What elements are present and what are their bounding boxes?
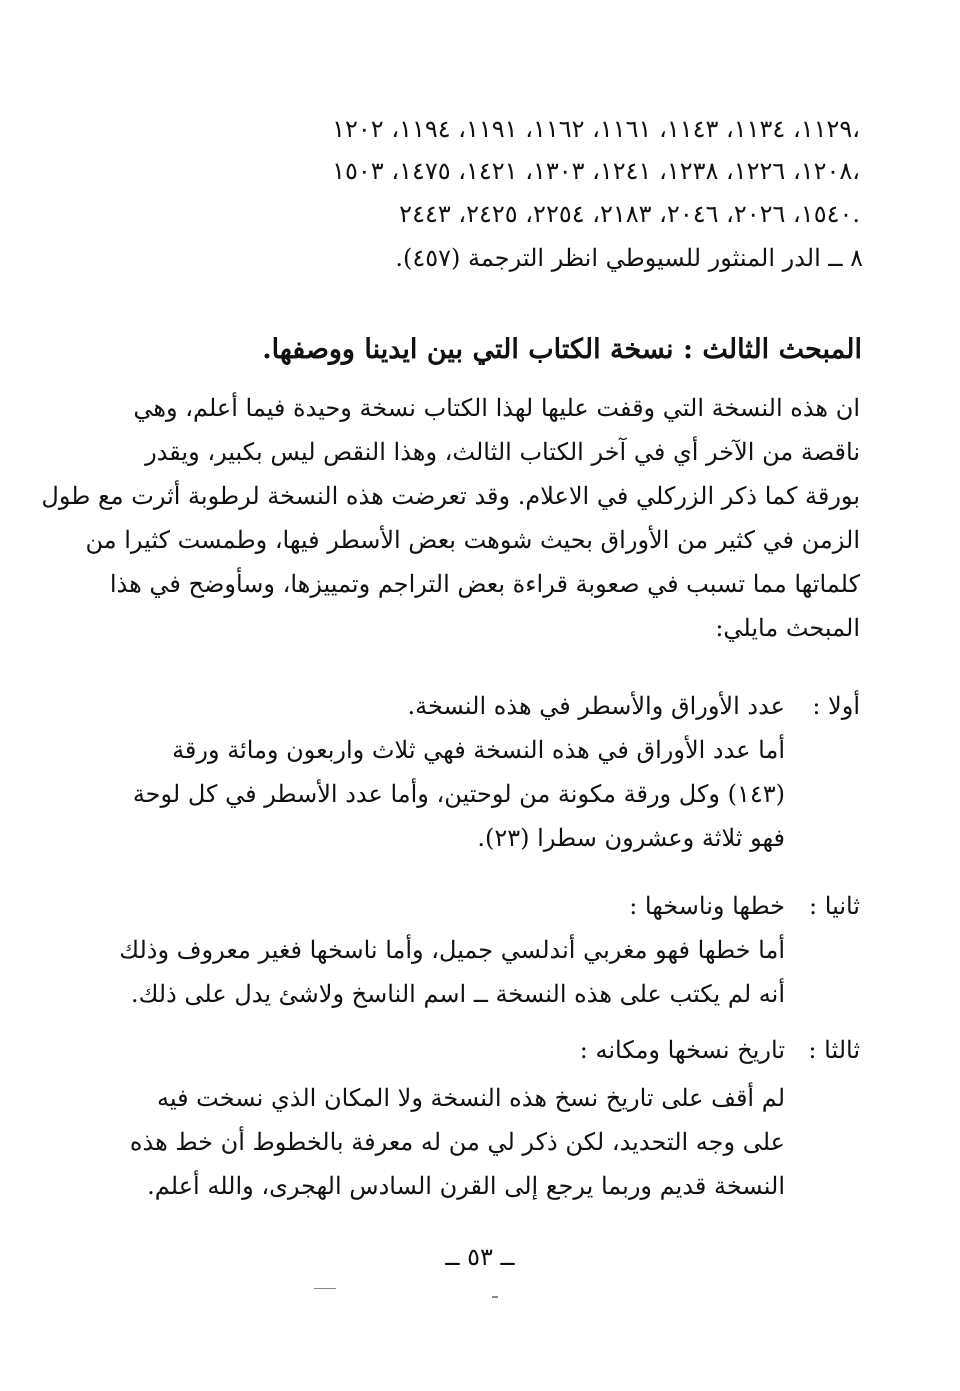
- index-line-1: ١١٢٩، ١١٣٤، ١١٤٣، ١١٦١، ١١٦٢، ١١٩١، ١١٩٤، ١٢٠٢،: [332, 115, 860, 143]
- index-line-2: ١٢٠٨، ١٢٢٦، ١٢٣٨، ١٢٤١، ١٣٠٣، ١٤٢١، ١٤٧٥، ١٥٠٣،: [332, 157, 860, 185]
- third-line-3: النسخة قديم وربما يرجع إلى القرن السادس الهجرى، والله أعلم.: [147, 1172, 785, 1200]
- second-title: خطها وناسخها :: [629, 892, 785, 920]
- intro-line-4: الزمن في كثير من الأوراق بحيث شوهت بعض الأسطر فيها، وطمست كثيرا من: [85, 526, 860, 554]
- third-title: تاريخ نسخها ومكانه :: [579, 1036, 785, 1064]
- scan-speck: [314, 1288, 336, 1289]
- first-line-2: (١٤٣) وكل ورقة مكونة من لوحتين، وأما عدد الأسطر في كل لوحة: [132, 780, 785, 808]
- intro-line-5: كلماتها مما تسبب في صعوبة قراءة بعض التراجم وتمييزها، وسأوضح في هذا: [109, 570, 860, 598]
- second-label: ثانيا :: [809, 892, 860, 920]
- third-label: ثالثا :: [808, 1036, 860, 1064]
- second-line-2: أنه لم يكتب على هذه النسخة ــ اسم الناسخ ولاشئ يدل على ذلك.: [130, 980, 785, 1008]
- first-title: عدد الأوراق والأسطر في هذه النسخة.: [407, 692, 785, 720]
- section-heading: المبحث الثالث : نسخة الكتاب التي بين ايدينا ووصفها.: [262, 334, 862, 365]
- third-line-2: على وجه التحديد، لكن ذكر لي من له معرفة بالخطوط أن خط هذه: [129, 1128, 785, 1156]
- first-line-3: فهو ثلاثة وعشرون سطرا (٢٣).: [477, 824, 785, 852]
- intro-line-3: بورقة كما ذكر الزركلي في الاعلام. وقد تعرضت هذه النسخة لرطوبة أثرت مع طول: [41, 482, 860, 510]
- second-line-1: أما خطها فهو مغربي أندلسي جميل، وأما ناسخها فغير معروف وذلك: [119, 936, 785, 964]
- intro-line-2: ناقصة من الآخر أي في آخر الكتاب الثالث، وهذا النقص ليس بكبير، ويقدر: [145, 438, 860, 466]
- first-label: أولا :: [812, 692, 860, 720]
- page-number: ــ ٥٣ ــ: [445, 1243, 515, 1271]
- intro-line-6: المبحث مايلي:: [715, 614, 860, 642]
- index-line-3: ١٥٤٠، ٢٠٢٦، ٢٠٤٦، ٢١٨٣، ٢٢٥٤، ٢٤٢٥، ٢٤٤٣.: [399, 200, 860, 228]
- intro-line-1: ان هذه النسخة التي وقفت عليها لهذا الكتاب نسخة وحيدة فيما أعلم، وهي: [133, 394, 860, 422]
- reference-item-8: ٨ ــ الدر المنثور للسيوطي انظر الترجمة (٤٥٧).: [395, 244, 863, 272]
- third-line-1: لم أقف على تاريخ نسخ هذه النسخة ولا المكان الذي نسخت فيه: [156, 1084, 785, 1112]
- scan-speck: [492, 1296, 498, 1298]
- first-line-1: أما عدد الأوراق في هذه النسخة فهي ثلاث واربعون ومائة ورقة: [172, 736, 785, 764]
